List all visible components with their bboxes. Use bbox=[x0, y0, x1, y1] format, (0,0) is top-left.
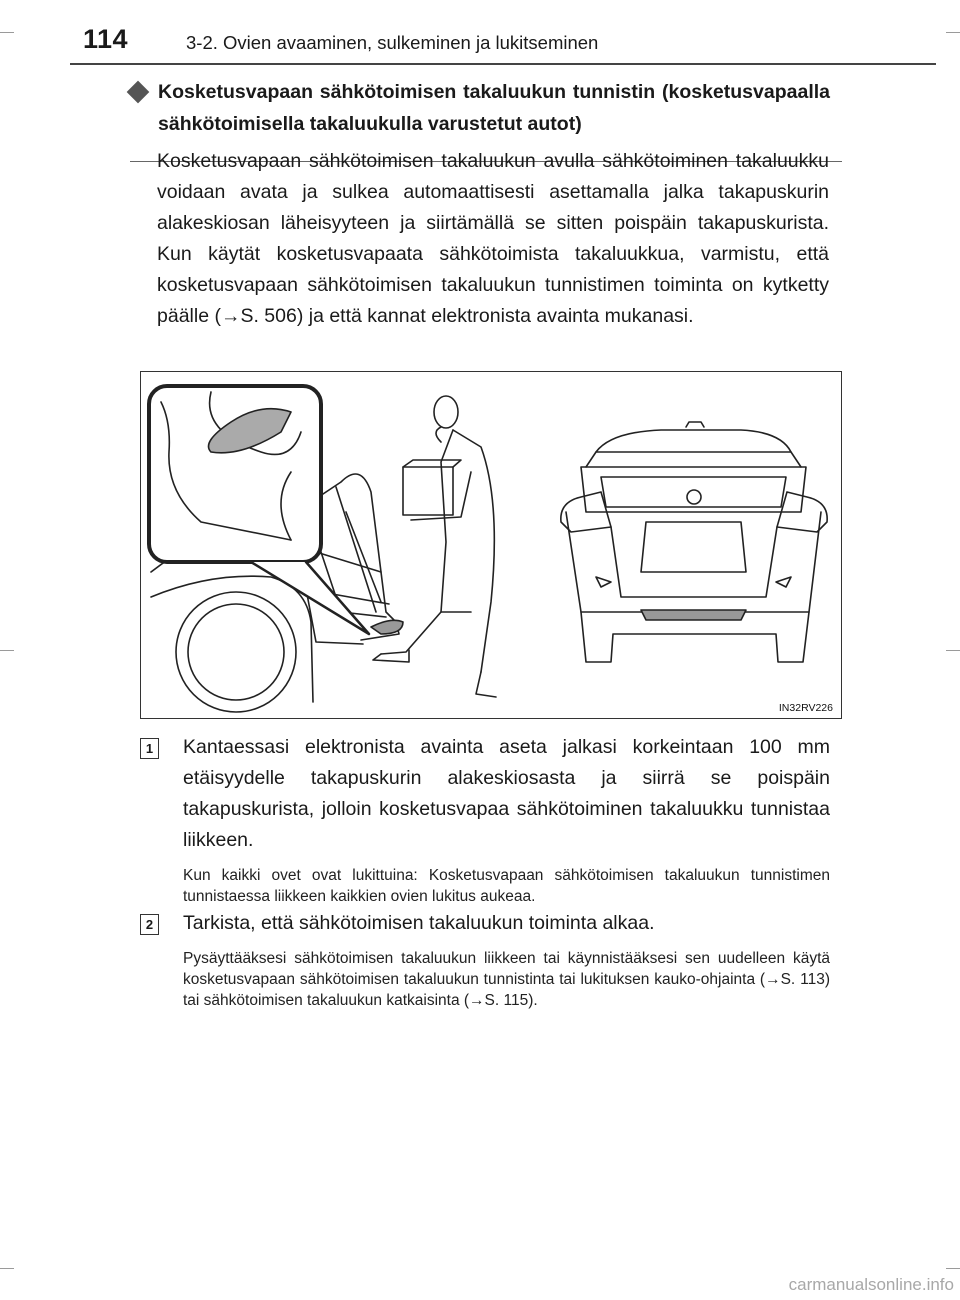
intro-paragraph: Kosketusvapaan sähkötoimisen takaluukun avulla sähkötoiminen takaluukku voidaan avata ja sulkea automaattisesti asettamalla jalka takapuskurin alakeskiosan läheisyyteen ja siirtämällä se sitten poispäin takapuskurista. Kun käytät kosketusvapaata sähkötoimista takaluukkua, varmistu, että kosketusvapaan sähkötoimisen takaluukun tunnistimen toiminta on kytketty päälle (→S. 506) ja että kannat elektronista avainta mukanasi. bbox=[157, 150, 829, 327]
step-2 bbox=[140, 908, 830, 1011]
step-note: Pysäyttääksesi sähkötoimisen takaluukun liikkeen tai käynnistääksesi sen uudelleen käytä kosketusvapaan sähkötoimisen takaluukun tunnistinta tai lukituksen kauko-ohjainta (→S. 113) tai sähkötoimisen takaluukun katkaisinta (→S. 115). bbox=[183, 950, 830, 1009]
figure-code: IN32RV226 bbox=[778, 702, 833, 714]
page-header bbox=[0, 0, 960, 70]
heading-title: Kosketusvapaan sähkötoimisen takaluukun tunnistin (kosketusvapaalla sähkötoimisella takaluukulla varustetut autot) bbox=[158, 81, 830, 135]
page-footer bbox=[0, 1260, 960, 1300]
step-number-box: 1 bbox=[140, 738, 159, 759]
step-1 bbox=[140, 732, 830, 907]
step-note: Kun kaikki ovet ovat lukittuina: Kosketusvapaan sähkötoimisen takaluukun tunnistimen tunnistaessa liikkeen kaikkien ovien lukitus aukeaa. bbox=[183, 867, 830, 905]
section-title: 3-2. Ovien avaaminen, sulkeminen ja lukitseminen bbox=[186, 32, 599, 53]
subsection-heading bbox=[130, 76, 830, 140]
crop-mark bbox=[0, 650, 14, 651]
diamond-bullet-icon bbox=[127, 81, 150, 104]
footer-watermark: carmanualsonline.info bbox=[788, 1275, 954, 1294]
step-number-box: 2 bbox=[140, 914, 159, 935]
step-text: Tarkista, että sähkötoimisen takaluukun toiminta alkaa. bbox=[183, 912, 655, 934]
car-rear-drawing bbox=[561, 422, 827, 662]
hands-free-tailgate-illustration bbox=[141, 372, 842, 719]
illustration-figure bbox=[140, 371, 842, 719]
crop-mark bbox=[946, 650, 960, 651]
step-text: Kantaessasi elektronista avainta aseta jalkasi korkeintaan 100 mm etäisyydelle takapuskurin alakeskiosasta ja siirrä se poispäin takapuskurista, jolloin kosketusvapaa sähkötoiminen takaluukku tunnistaa liikkeen. bbox=[183, 736, 830, 851]
header-rule bbox=[70, 63, 936, 65]
page-number: 114 bbox=[83, 24, 129, 54]
person-drawing bbox=[373, 396, 496, 697]
